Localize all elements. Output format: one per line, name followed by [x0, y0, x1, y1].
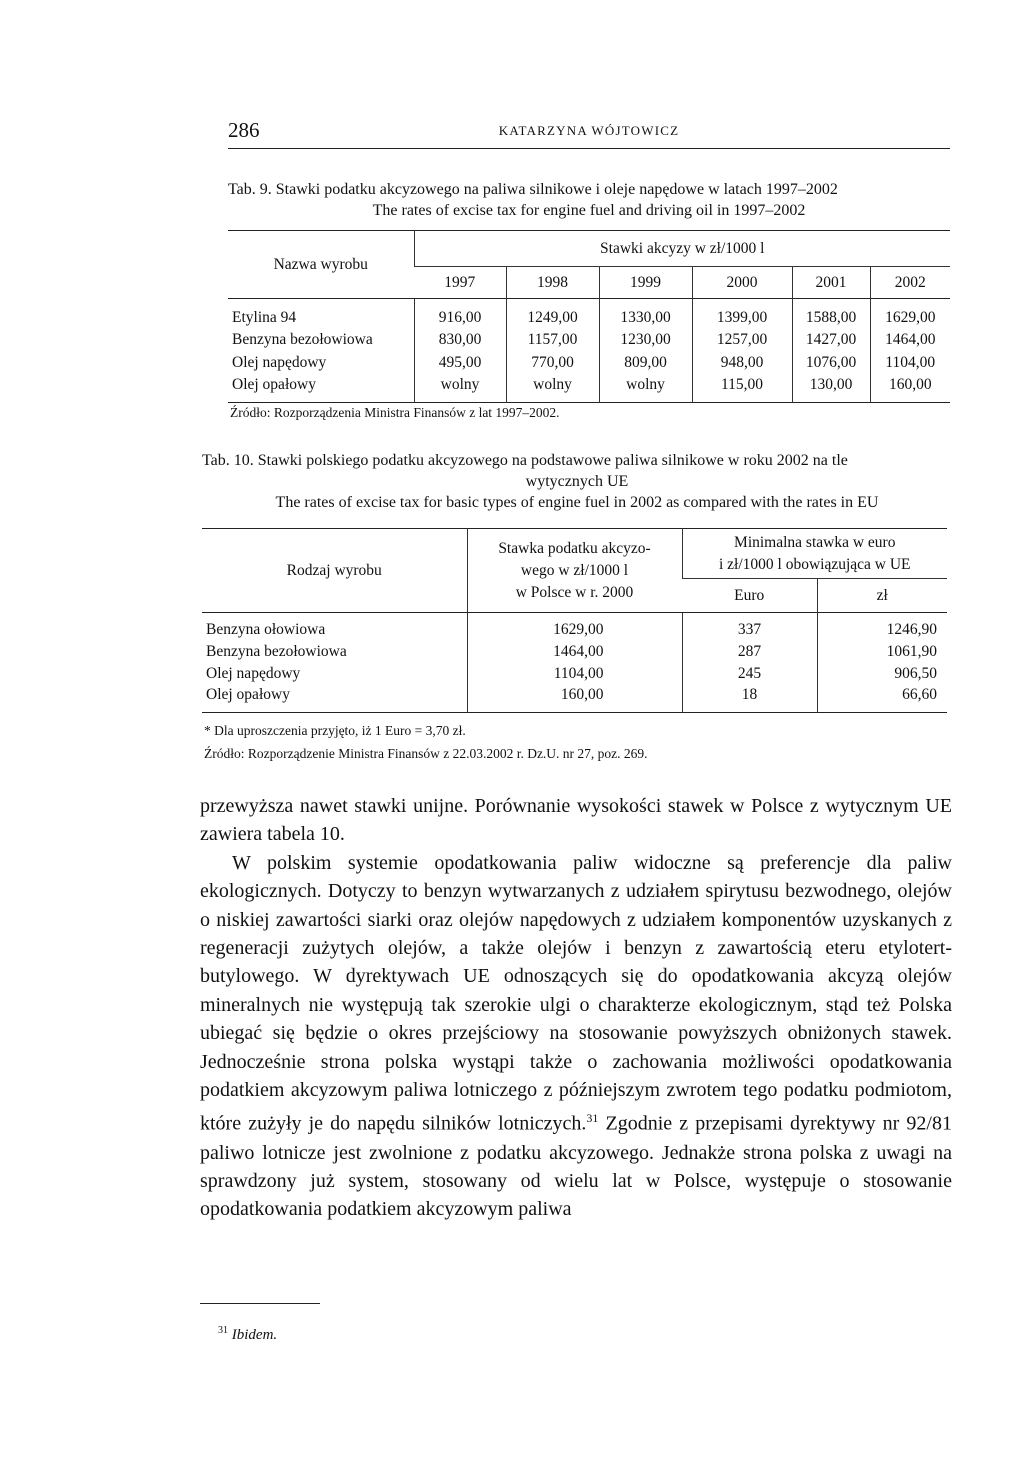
cell: 495,00: [414, 352, 506, 375]
paragraph-text: W polskim systemie opodatkowania paliw widoczne są preferencje dla paliw ekologicznych. Dotyczy to benzyn wytwarzanych z udziałem spirytusu bezwodnego, olejów o niskiej zawartości siarki oraz olejów napędowych z udziałem komponentów uzyskanych z regeneracji zużytych olejów, a także olejów i benzyn z zawartością eteru etylotert-butylowego. W dyrektywach UE odnoszących się do opodatkowania akcyzą olejów mineralnych nie występują tak szerokie ulgi o charakterze ekologicznym, stąd też Polska ubiegać się będzie o okres przejściowy na stosowanie powyższych obniżonych stawek. Jednocześnie strona polska wystąpi także o zachowania możliwości opodatkowania podatkiem akcyzowym paliwa lotniczego z późniejszym zwrotem tego podatku podmiotom, które zużyły je do napędu silników lotniczych.: [200, 851, 952, 1136]
table9-header-group: Stawki akcyzy w zł/1000 l: [414, 231, 950, 267]
cell: 1061,90: [817, 641, 947, 663]
table9-caption: [228, 179, 968, 221]
cell: 1629,00: [467, 613, 682, 641]
cell: wolny: [599, 375, 692, 403]
cell: 130,00: [792, 375, 870, 403]
table10-header-min-line: Minimalna stawka w euro: [734, 533, 896, 551]
cell: 115,00: [692, 375, 792, 403]
row-label: Olej opałowy: [206, 686, 290, 704]
footnote-text: Ibidem.: [231, 1327, 278, 1343]
cell: 1464,00: [467, 641, 682, 663]
row-label: Olej napędowy: [232, 354, 327, 371]
cell: 1249,00: [506, 299, 599, 329]
cell: 245: [682, 663, 817, 685]
table-row: [228, 299, 950, 329]
table9-year: 2000: [692, 267, 792, 299]
table9-caption-pl: Tab. 9. Stawki podatku akcyzowego na paliwa silnikowe i oleje napędowe w latach 1997–2002: [228, 181, 838, 198]
paragraph-text: Zgodnie z przepisami dyrektywy nr 92/81 paliwo lotnicze jest zwolnione z podatku akcyzowego. Jednakże strona polska z uwagi na sprawdzony już system, stosowany od wielu lat w Polsce, występuje o stosowanie opodatkowania podatkiem akcyzowym paliwa: [200, 1113, 952, 1221]
footnote-number: 31: [218, 1325, 228, 1336]
table10-header-euro: Euro: [734, 586, 765, 604]
cell: 337: [682, 613, 817, 641]
table9-year: 1998: [506, 267, 599, 299]
row-label: Benzyna ołowiowa: [206, 620, 326, 638]
table-row: [228, 352, 950, 375]
cell: 1257,00: [692, 329, 792, 352]
table10-header-rate-line: Stawka podatku akcyzo-: [498, 539, 651, 557]
table10: [202, 528, 947, 713]
cell: 1104,00: [467, 663, 682, 685]
table9-year: 1999: [599, 267, 692, 299]
cell: 770,00: [506, 352, 599, 375]
cell: 66,60: [817, 685, 947, 713]
cell: wolny: [414, 375, 506, 403]
table10-caption-pl-2: wytycznych UE: [525, 473, 629, 490]
cell: wolny: [506, 375, 599, 403]
cell: 18: [682, 685, 817, 713]
cell: 948,00: [692, 352, 792, 375]
row-label: Benzyna bezołowiowa: [232, 331, 373, 348]
table10-header-zl: zł: [817, 579, 947, 613]
cell: 1246,90: [817, 613, 947, 641]
table9-caption-en: The rates of excise tax for engine fuel and driving oil in 1997–2002: [372, 202, 806, 219]
table-row: [202, 685, 947, 713]
footnote-rule: [200, 1303, 320, 1304]
cell: 1230,00: [599, 329, 692, 352]
paragraph: przewyższa nawet stawki unijne. Porównanie wysokości stawek w Polsce z wytycznym UE zawiera tabela 10.: [200, 795, 952, 846]
table9-year: 1997: [444, 273, 476, 291]
table9: [228, 230, 950, 403]
footnote: [218, 1325, 277, 1344]
cell: 809,00: [599, 352, 692, 375]
cell: 1104,00: [870, 352, 950, 375]
table-row: [202, 641, 947, 663]
page-header: [228, 118, 950, 149]
row-label: Olej opałowy: [232, 376, 316, 394]
cell: 160,00: [870, 375, 950, 403]
paragraph: [200, 849, 952, 1224]
table10-header-rate-line: wego w zł/1000 l: [520, 561, 629, 579]
table-row: [202, 613, 947, 641]
table-row: [228, 329, 950, 352]
table10-caption-en: The rates of excise tax for basic types of engine fuel in 2002 as compared with the rates in EU: [275, 494, 879, 511]
running-head: KATARZYNA WÓJTOWICZ: [498, 123, 680, 138]
page-number: 286: [228, 118, 260, 142]
table10-header-min: [682, 529, 947, 579]
table10-caption: [202, 450, 952, 513]
row-label: Etylina 94: [232, 308, 297, 326]
cell: 1427,00: [792, 329, 870, 352]
table9-year: 2002: [870, 267, 950, 299]
table10-header-rate: [467, 529, 682, 613]
cell: 160,00: [467, 685, 682, 713]
cell: 916,00: [414, 299, 506, 329]
cell: 906,50: [817, 663, 947, 685]
cell: 287: [682, 641, 817, 663]
cell: 1629,00: [870, 299, 950, 329]
cell: 830,00: [414, 329, 506, 352]
table10-header-product: Rodzaj wyrobu: [202, 529, 467, 613]
table10-source: Źródło: Rozporządzenie Ministra Finansów z 22.03.2002 r. Dz.U. nr 27, poz. 269.: [204, 746, 648, 761]
table10-note: * Dla uproszczenia przyjęto, iż 1 Euro = 3,70 zł.: [204, 723, 466, 738]
row-label: Benzyna bezołowiowa: [206, 642, 347, 660]
body-text: [200, 792, 952, 1224]
table-row: [202, 663, 947, 685]
cell: 1330,00: [599, 299, 692, 329]
table9-source: Źródło: Rozporządzenia Ministra Finansów z lat 1997–2002.: [230, 405, 560, 420]
table10-caption-pl-1: Tab. 10. Stawki polskiego podatku akcyzowego na podstawowe paliwa silnikowe w roku 2002 na tle: [202, 452, 848, 469]
table10-header-min-line: i zł/1000 l obowiązująca w UE: [718, 555, 911, 573]
cell: 1588,00: [792, 299, 870, 329]
cell: 1076,00: [792, 352, 870, 375]
table9-header-product: Nazwa wyrobu: [228, 231, 414, 299]
cell: 1464,00: [870, 329, 950, 352]
row-label: Olej napędowy: [206, 664, 301, 682]
table-row: [228, 375, 950, 403]
table10-header-rate-line: w Polsce w r. 2000: [515, 583, 634, 601]
cell: 1399,00: [692, 299, 792, 329]
cell: 1157,00: [506, 329, 599, 352]
footnote-ref: 31: [586, 1111, 599, 1126]
table9-year: 2001: [792, 267, 870, 299]
